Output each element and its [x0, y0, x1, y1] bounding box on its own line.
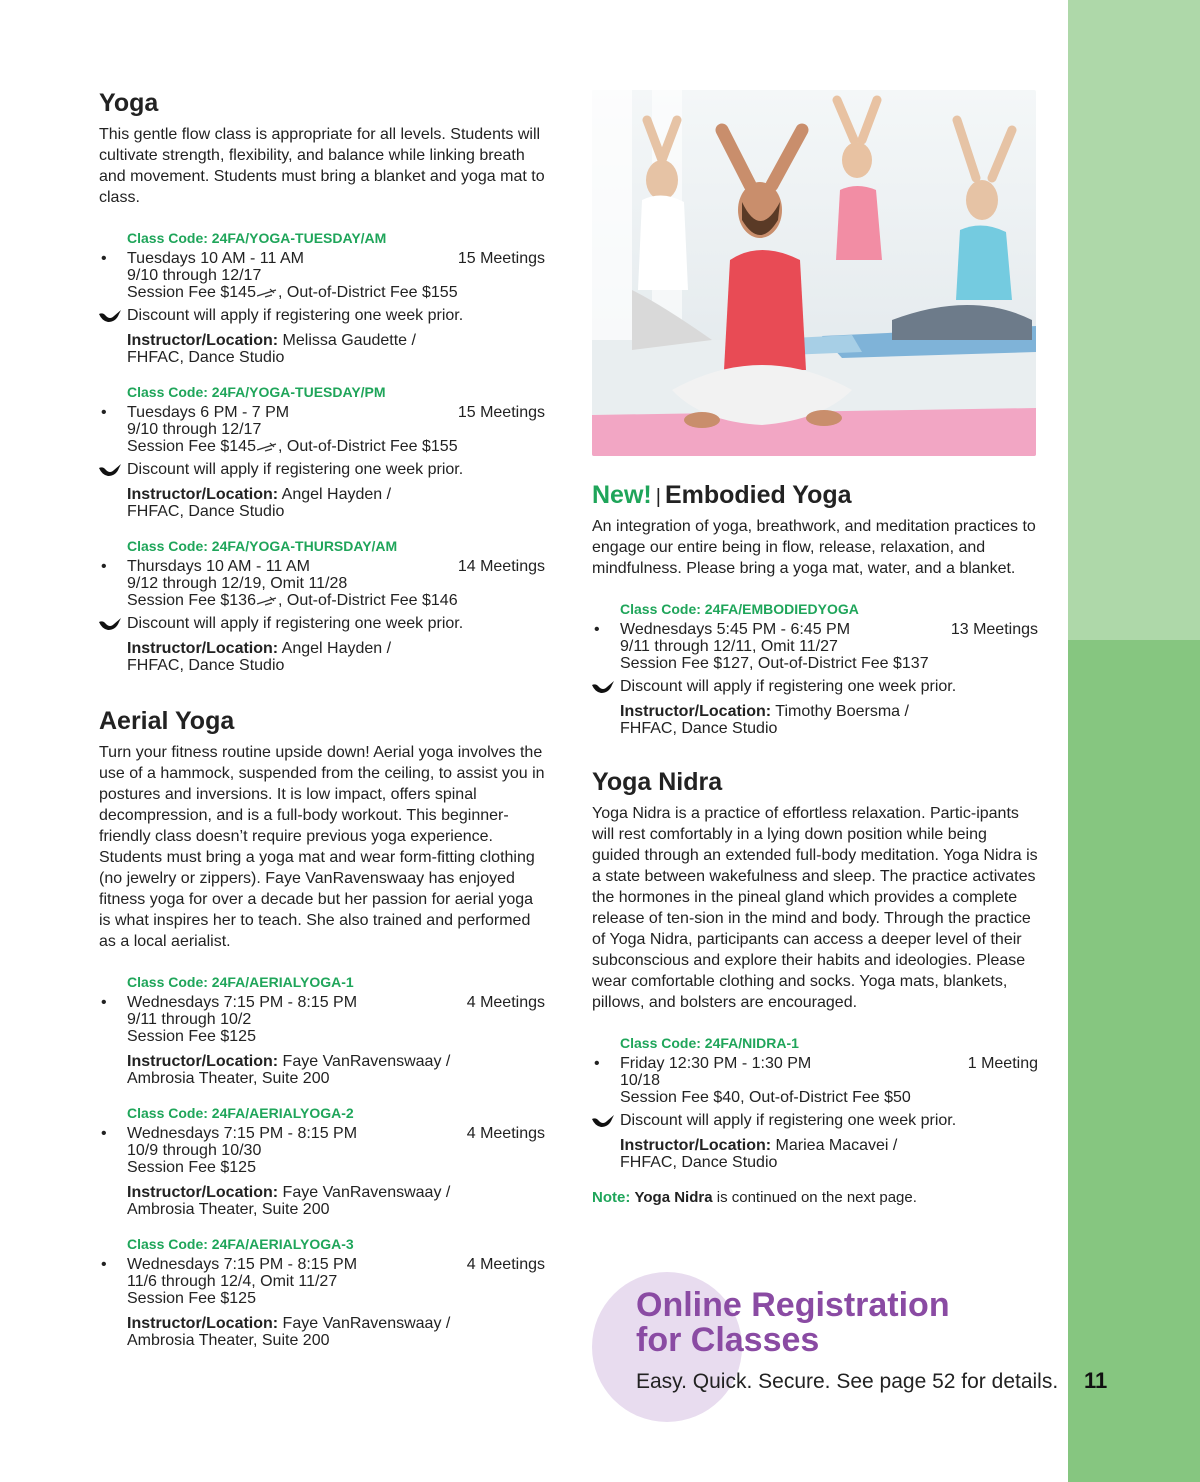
section-title: Yoga Nidra: [592, 768, 723, 796]
class-dates: 9/10 through 12/17: [127, 267, 262, 284]
side-color-band: [1068, 0, 1200, 1482]
continuation-note: Note: Yoga Nidra is continued on the next page.: [592, 1189, 917, 1206]
class-code: Class Code: 24FA/AERIALYOGA-3: [127, 1236, 354, 1252]
bullet-icon: •: [101, 1256, 107, 1273]
class-schedule: • Wednesdays 5:45 PM - 6:45 PM 13 Meetings: [594, 621, 1038, 638]
class-fee: Session Fee $145 , Out-of-District Fee $155: [127, 438, 458, 455]
meetings-count: 1 Meeting: [967, 1055, 1038, 1072]
hand-pointer-icon: [98, 308, 122, 324]
bullet-icon: •: [101, 1125, 107, 1142]
instructor-location: Instructor/Location: Angel Hayden / FHFAC, Dance Studio: [127, 486, 392, 520]
yoga-class-photo: [592, 90, 1036, 456]
instructor-location: Instructor/Location: Timothy Boersma / FHFAC, Dance Studio: [620, 703, 909, 737]
class-schedule: • Wednesdays 7:15 PM - 8:15 PM 4 Meetings: [101, 994, 545, 1011]
page-number: 11: [1084, 1368, 1108, 1393]
right-column: [592, 90, 1038, 1206]
class-dates: 11/6 through 12/4, Omit 11/27: [127, 1273, 338, 1290]
class-listing: [101, 1105, 545, 1218]
class-listing: [101, 384, 545, 520]
meetings-count: 14 Meetings: [457, 558, 545, 575]
promo-title: Online Registration for Classes: [636, 1286, 950, 1359]
class-schedule: • Wednesdays 7:15 PM - 8:15 PM 4 Meetings: [101, 1125, 545, 1142]
handwritten-strike-mark: [256, 441, 278, 453]
aerial-yoga-section: [99, 706, 545, 1349]
class-code: Class Code: 24FA/AERIALYOGA-1: [127, 974, 354, 990]
class-listing: [101, 538, 545, 674]
handwritten-strike-mark: [256, 287, 278, 299]
meetings-count: 15 Meetings: [457, 250, 545, 267]
new-badge: New!: [592, 481, 652, 509]
class-listing: [594, 601, 1038, 737]
class-dates: 9/11 through 12/11, Omit 11/27: [620, 638, 838, 655]
yoga-section: [99, 88, 545, 674]
discount-note: Discount will apply if registering one week prior.: [620, 1112, 1038, 1129]
instructor-location: Instructor/Location: Faye VanRavenswaay / Ambrosia Theater, Suite 200: [127, 1315, 451, 1349]
class-fee: Session Fee $145 , Out-of-District Fee $155: [127, 284, 458, 301]
class-fee: Session Fee $136 , Out-of-District Fee $146: [127, 592, 458, 609]
class-code: Class Code: 24FA/AERIALYOGA-2: [127, 1105, 354, 1121]
class-dates: 10/18: [620, 1072, 661, 1089]
class-fee: Session Fee $125: [127, 1159, 256, 1176]
instructor-location: Instructor/Location: Melissa Gaudette / FHFAC, Dance Studio: [127, 332, 416, 366]
left-column: [99, 88, 545, 1367]
section-title: Yoga: [99, 89, 159, 117]
yoga-class-illustration: [592, 90, 1036, 456]
discount-note: Discount will apply if registering one week prior.: [127, 615, 545, 632]
class-listing: [101, 1236, 545, 1349]
class-fee: Session Fee $127, Out-of-District Fee $137: [620, 655, 929, 672]
section-description: An integration of yoga, breathwork, and meditation practices to engage our entire being in flow, release, relaxation, and mindfulness. Please bring a yoga mat, water, and a blanket.: [592, 518, 1036, 577]
yoga-nidra-section: [592, 767, 1038, 1206]
class-code: Class Code: 24FA/EMBODIEDYOGA: [620, 601, 859, 617]
bullet-icon: •: [594, 1055, 600, 1072]
class-schedule: • Tuesdays 10 AM - 11 AM 15 Meetings: [101, 250, 545, 267]
class-schedule: • Thursdays 10 AM - 11 AM 14 Meetings: [101, 558, 545, 575]
instructor-location: Instructor/Location: Faye VanRavenswaay / Ambrosia Theater, Suite 200: [127, 1184, 451, 1218]
discount-note: Discount will apply if registering one week prior.: [127, 307, 545, 324]
bullet-icon: •: [594, 621, 600, 638]
hand-pointer-icon: [591, 679, 615, 695]
class-code: Class Code: 24FA/YOGA-THURSDAY/AM: [127, 538, 398, 554]
class-listing: [101, 974, 545, 1087]
class-listing: [594, 1035, 1038, 1171]
bullet-icon: •: [101, 404, 107, 421]
meetings-count: 13 Meetings: [950, 621, 1038, 638]
section-title: Aerial Yoga: [99, 707, 235, 735]
class-fee: Session Fee $125: [127, 1028, 256, 1045]
meetings-count: 4 Meetings: [466, 1125, 545, 1142]
hand-pointer-icon: [98, 462, 122, 478]
discount-note: Discount will apply if registering one week prior.: [127, 461, 545, 478]
instructor-location: Instructor/Location: Faye VanRavenswaay / Ambrosia Theater, Suite 200: [127, 1053, 451, 1087]
class-dates: 9/10 through 12/17: [127, 421, 262, 438]
class-code: Class Code: 24FA/YOGA-TUESDAY/PM: [127, 384, 386, 400]
section-description: Yoga Nidra is a practice of effortless relaxation. Partic-ipants will rest comfortably in a lying down position while being guided through an extended full-body meditation. Yoga Nidra is a state between wakefulness and sleep. The practice activates the hormones in the pineal gland which provides a complete release of ten-sion in the mind and body. Through the practice of Yoga Nidra, participants can access a deeper level of their subconscious and explore their habits and ideologies. Please wear comfortable clothing and socks. Yoga mats, blankets, pillows, and bolsters are encouraged.: [592, 805, 1038, 1011]
meetings-count: 4 Meetings: [466, 994, 545, 1011]
class-listing: [101, 230, 545, 366]
class-dates: 9/11 through 10/2: [127, 1011, 252, 1028]
embodied-yoga-section: [592, 480, 1038, 737]
meetings-count: 4 Meetings: [466, 1256, 545, 1273]
bullet-icon: •: [101, 558, 107, 575]
class-schedule: • Friday 12:30 PM - 1:30 PM 1 Meeting: [594, 1055, 1038, 1072]
meetings-count: 15 Meetings: [457, 404, 545, 421]
class-dates: 9/12 through 12/19, Omit 11/28: [127, 575, 348, 592]
promo-subtitle: Easy. Quick. Secure. See page 52 for details.: [636, 1370, 1059, 1393]
class-schedule: • Wednesdays 7:15 PM - 8:15 PM 4 Meetings: [101, 1256, 545, 1273]
instructor-location: Instructor/Location: Mariea Macavei / FHFAC, Dance Studio: [620, 1137, 898, 1171]
handwritten-strike-mark: [256, 595, 278, 607]
class-fee: Session Fee $125: [127, 1290, 256, 1307]
class-code: Class Code: 24FA/NIDRA-1: [620, 1035, 799, 1051]
class-dates: 10/9 through 10/30: [127, 1142, 262, 1159]
class-schedule: • Tuesdays 6 PM - 7 PM 15 Meetings: [101, 404, 545, 421]
hand-pointer-icon: [98, 616, 122, 632]
section-title: New! | Embodied Yoga: [592, 481, 852, 509]
section-description: Turn your fitness routine upside down! Aerial yoga involves the use of a hammock, suspended from the ceiling, to assist you in postures and inversions. It is low impact, offers spinal decompression, and is a full-body workout. This beginner-friendly class doesn’t require previous yoga experience. Students must bring a yoga mat and wear form-fitting clothing (no jewelry or zippers). Faye VanRavenswaay has enjoyed fitness yoga for over a decade but her passion for aerial yoga is what inspires her to teach. She also trained and performed as a local aerialist.: [99, 744, 545, 950]
instructor-location: Instructor/Location: Angel Hayden / FHFAC, Dance Studio: [127, 640, 392, 674]
bullet-icon: •: [101, 250, 107, 267]
bullet-icon: •: [101, 994, 107, 1011]
title-separator: |: [655, 486, 661, 508]
class-code: Class Code: 24FA/YOGA-TUESDAY/AM: [127, 230, 387, 246]
class-fee: Session Fee $40, Out-of-District Fee $50: [620, 1089, 911, 1106]
online-registration-promo: [592, 1272, 1062, 1432]
section-description: This gentle flow class is appropriate for all levels. Students will cultivate strength, flexibility, and balance while linking breath and movement. Students must bring a blanket and yoga mat to class.: [99, 126, 545, 206]
hand-pointer-icon: [591, 1113, 615, 1129]
discount-note: Discount will apply if registering one week prior.: [620, 678, 1038, 695]
